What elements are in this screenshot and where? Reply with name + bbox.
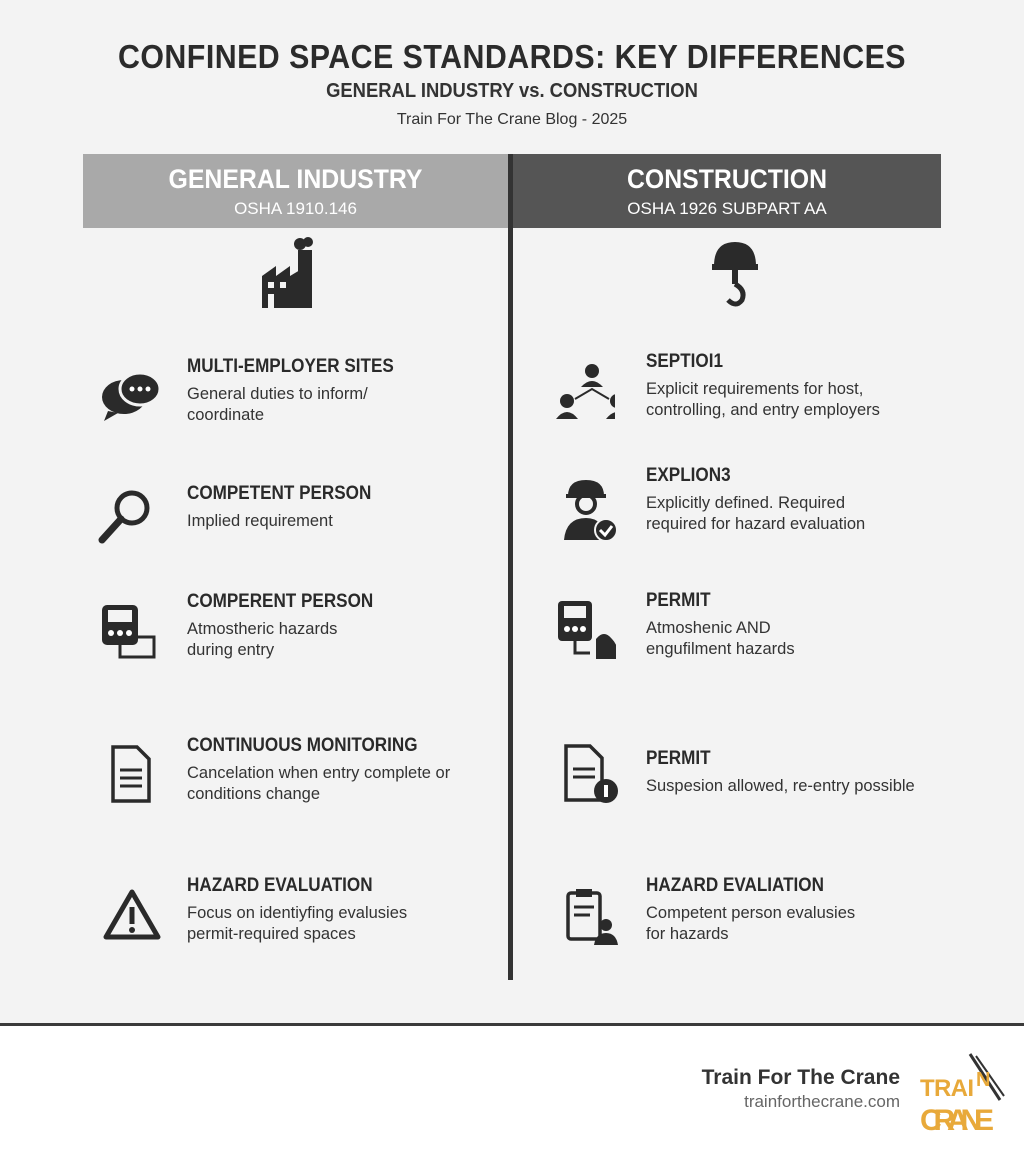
svg-text:N: N xyxy=(976,1069,991,1091)
row-description: General duties to inform/ coordinate xyxy=(187,385,368,424)
row-description: Suspesion allowed, re-entry possible xyxy=(646,777,915,795)
row-description: Explicitly defined. Required required for hazard evaluation xyxy=(646,494,866,533)
source-line: Train For The Crane Blog - 2025 xyxy=(396,111,628,128)
column-title: CONSTRUCTION xyxy=(626,164,828,194)
construction-header xyxy=(513,154,941,228)
column-standard: OSHA 1910.146 xyxy=(234,199,357,218)
clipboard-person-icon xyxy=(562,888,622,948)
row-title: EXPLION3 xyxy=(646,465,731,486)
magnifier-icon xyxy=(96,486,156,546)
column-standard: OSHA 1926 SUBPART AA xyxy=(627,199,827,218)
row-description: Explicit requirements for host, controlling, and entry employers xyxy=(646,380,880,419)
footer-brand: Train For The Crane xyxy=(701,1066,900,1089)
footer xyxy=(0,1026,1024,1154)
column-title: GENERAL INDUSTRY xyxy=(168,164,423,194)
row-description: Competent person evalusies for hazards xyxy=(646,904,856,943)
row-title: HAZARD EVALUATION xyxy=(187,875,373,896)
page-subtitle: GENERAL INDUSTRY vs. CONSTRUCTION xyxy=(326,80,698,102)
page-title: CONFINED SPACE STANDARDS: KEY DIFFERENCES xyxy=(117,38,907,75)
document-suspend-icon xyxy=(560,744,620,804)
row-title: COMPERENT PERSON xyxy=(187,591,374,612)
row-description: Atmostheric hazards during entry xyxy=(187,620,338,659)
svg-text:TRAI: TRAI xyxy=(920,1075,974,1102)
worker-network-icon xyxy=(555,362,615,422)
gas-monitor-icon xyxy=(98,602,158,662)
chat-bubbles-icon xyxy=(100,365,160,425)
row-description: Atmoshenic AND engufilment hazards xyxy=(646,619,795,658)
row-title: SEPTIOI1 xyxy=(646,351,723,372)
row-title: PERMIT xyxy=(646,748,711,769)
hardhat-hook-icon xyxy=(705,244,765,304)
row-title: MULTI-EMPLOYER SITES xyxy=(187,356,394,377)
monitor-engulfment-icon xyxy=(556,600,616,660)
row-title: CONTINUOUS MONITORING xyxy=(187,735,418,756)
row-title: COMPETENT PERSON xyxy=(187,483,372,504)
footer-url[interactable]: trainforthecrane.com xyxy=(744,1092,900,1111)
row-description: Focus on identiyfing evalusies permit-required spaces xyxy=(187,904,408,943)
column-divider xyxy=(508,154,513,980)
row-description: Cancelation when entry complete or conditions change xyxy=(187,764,451,803)
row-title: HAZARD EVALIATION xyxy=(646,875,824,896)
warning-icon xyxy=(102,885,162,945)
svg-text:CRANE: CRANE xyxy=(920,1104,994,1134)
row-title: PERMIT xyxy=(646,590,711,611)
worker-check-icon xyxy=(560,480,620,540)
general-industry-header xyxy=(83,154,508,228)
row-description: Implied requirement xyxy=(187,512,333,530)
brand-logo xyxy=(918,1052,1008,1139)
document-icon xyxy=(100,744,160,804)
factory-icon xyxy=(258,244,318,304)
